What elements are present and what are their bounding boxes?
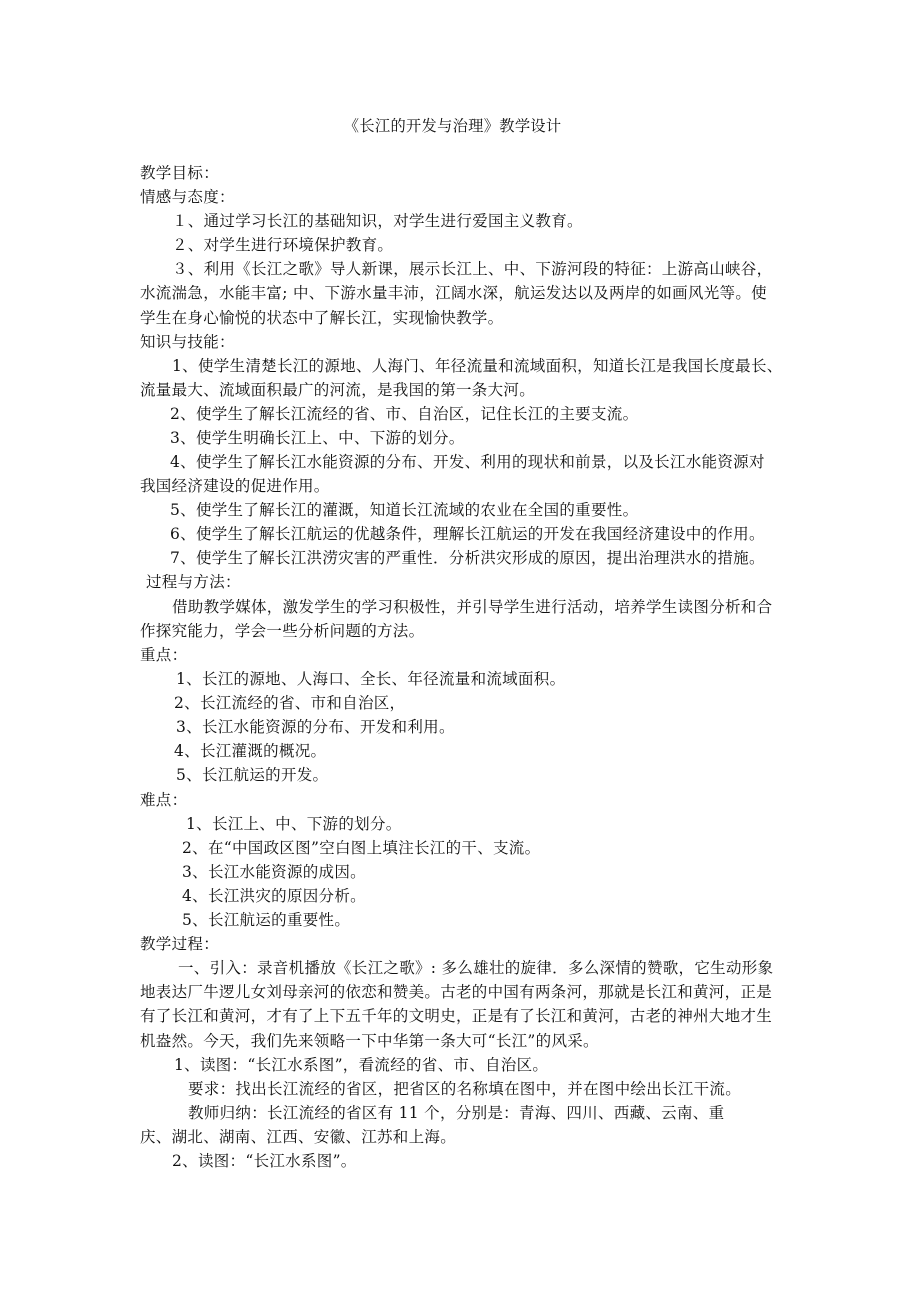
paragraph-line: 1、读图：“长江水系图”，看流经的省、市、自治区。 <box>174 1056 549 1074</box>
heading-emotion-attitude: 情感与态度： <box>140 188 235 206</box>
paragraph-line: 2、读图：“长江水系图”。 <box>172 1152 357 1170</box>
list-item: 3、长江水能资源的成因。 <box>182 863 366 881</box>
list-item: 4、长江灌溉的概况。 <box>174 742 327 760</box>
list-item: 3、长江水能资源的分布、开发和利用。 <box>176 718 455 736</box>
paragraph-line: 水流湍急，水能丰富; 中、下游水量丰沛，江阔水深，航运发达以及两岸的如画风光等。使 <box>140 284 767 302</box>
heading-key-points: 重点： <box>140 646 188 664</box>
paragraph-line: 有了长江和黄河，才有了上下五千年的文明史，正是有了长江和黄河，古老的神州大地才生 <box>140 1007 773 1025</box>
paragraph-line: 我国经济建设的促进作用。 <box>140 477 330 495</box>
paragraph-line: 庆、湖北、湖南、江西、安徽、江苏和上海。 <box>140 1128 457 1146</box>
paragraph-line: １、通过学习长江的基础知识，对学生进行爱国主义教育。 <box>172 212 583 230</box>
list-item: 5、长江航运的开发。 <box>176 766 329 784</box>
paragraph-line: 学生在身心愉悦的状态中了解长江，实现愉快教学。 <box>140 309 504 327</box>
paragraph-line: 一、引入：录音机播放《长江之歌》: 多么雄壮的旋律．多么深情的赞歌，它生动形象 <box>178 959 774 977</box>
paragraph-line: 作探究能力，学会一些分析问题的方法。 <box>140 622 425 640</box>
paragraph-line: 流量最大、流域面积最广的河流，是我国的第一条大河。 <box>140 381 536 399</box>
list-item: 2、在“中国政区图”空白图上填注长江的干、支流。 <box>182 839 541 857</box>
paragraph-line: 借助教学媒体，激发学生的学习积极性，并引导学生进行活动，培养学生读图分析和合 <box>172 598 773 616</box>
paragraph-line: 7、使学生了解长江洪涝灾害的严重性．分析洪灾形成的原因，提出治理洪水的措施。 <box>170 549 765 567</box>
paragraph-line: 4、使学生了解长江水能资源的分布、开发、利用的现状和前景，以及长江水能资源对 <box>170 453 765 471</box>
list-item: 1、长江上、中、下游的划分。 <box>186 815 402 833</box>
list-item: 2、长江流经的省、市和自治区， <box>174 694 406 712</box>
paragraph-line: 5、使学生了解长江的灌溉，知道长江流域的农业在全国的重要性。 <box>170 501 639 519</box>
paragraph-line: ２、对学生进行环境保护教育。 <box>172 236 394 254</box>
paragraph-line: 地表达厂牛逻儿女刘母亲河的依恋和赞美。古老的中国有两条河，那就是长江和黄河，正是 <box>140 983 773 1001</box>
paragraph-line: 6、使学生了解长江航运的优越条件，理解长江航运的开发在我国经济建设中的作用。 <box>170 525 765 543</box>
paragraph-line: 2、使学生了解长江流经的省、市、自治区，记住长江的主要支流。 <box>170 405 639 423</box>
heading-knowledge-skills: 知识与技能： <box>140 333 235 351</box>
heading-process-method: 过程与方法： <box>146 573 241 591</box>
list-item: 5、长江航运的重要性。 <box>182 911 351 929</box>
paragraph-line: 3、使学生明确长江上、中、下游的划分。 <box>170 429 465 447</box>
paragraph-line: 教师归纳：长江流经的省区有 11 个，分别是：青海、四川、西藏、云南、重 <box>188 1104 725 1122</box>
heading-difficulties: 难点： <box>140 791 188 809</box>
paragraph-line: 要求：找出长江流经的省区，把省区的名称填在图中，并在图中绘出长江干流。 <box>188 1080 742 1098</box>
document-title: 《长江的开发与治理》教学设计 <box>343 117 562 135</box>
paragraph-line: 1、使学生清楚长江的源地、人海门、年径流量和流域面积，知道长江是我国长度最长、 <box>172 357 783 375</box>
paragraph-line: ３、利用《长江之歌》导人新课，展示长江上、中、下游河段的特征：上游高山峡谷， <box>172 260 773 278</box>
list-item: 1、长江的源地、人海口、全长、年径流量和流域面积。 <box>176 670 566 688</box>
list-item: 4、长江洪灾的原因分析。 <box>182 887 366 905</box>
heading-teaching-goals: 教学目标： <box>140 164 220 182</box>
heading-teaching-process: 教学过程： <box>140 935 220 953</box>
paragraph-line: 机盎然。今天，我们先来领略一下中华第一条大可“长江”的风采。 <box>140 1032 599 1050</box>
